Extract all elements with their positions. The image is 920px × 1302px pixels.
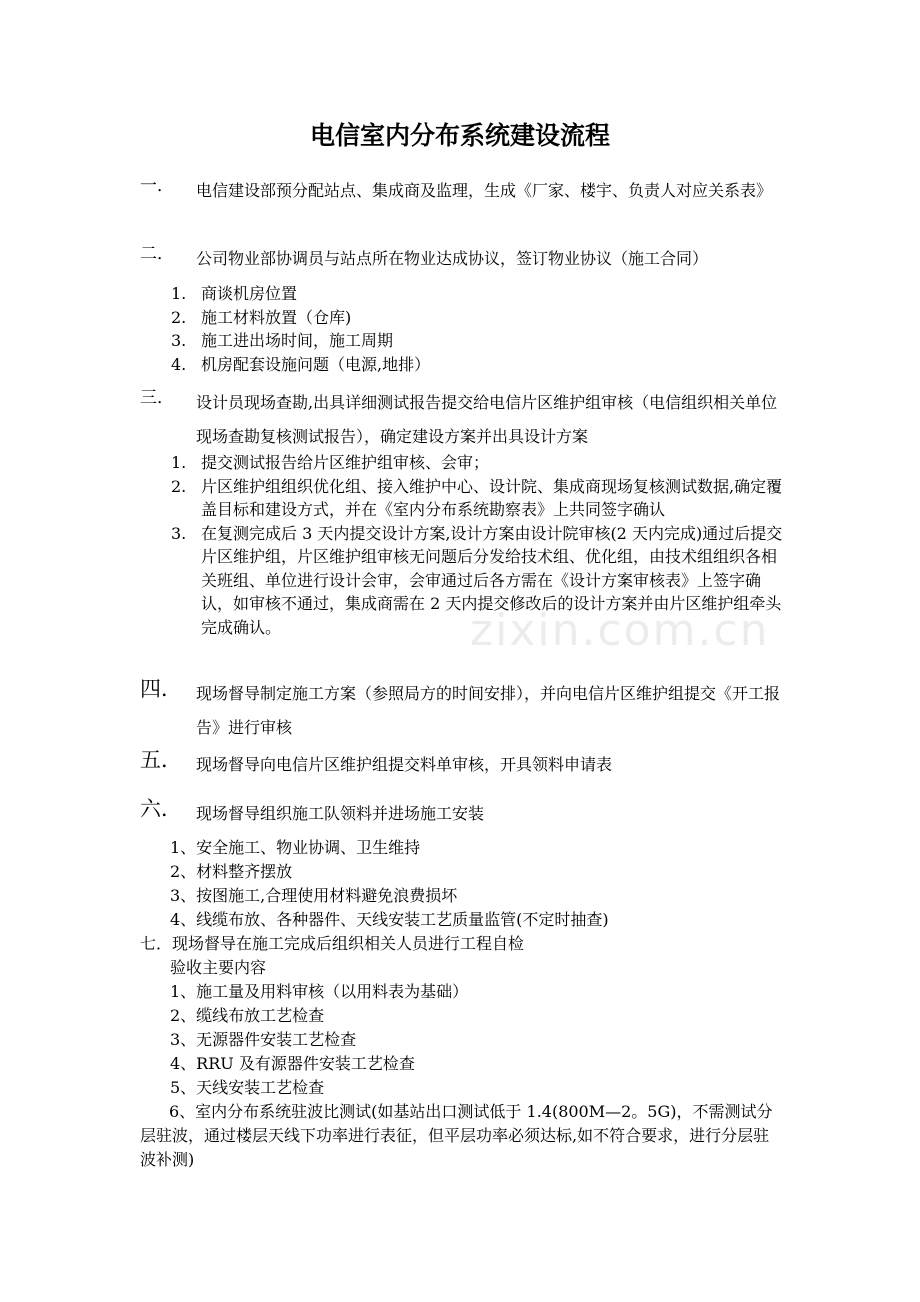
document-title: 电信室内分布系统建设流程 — [309, 121, 610, 150]
section-number: 二． — [140, 244, 174, 264]
list-item: 2、材料整齐摆放 — [170, 862, 293, 881]
list-item: 4、RRU 及有源器件安装工艺检查 — [170, 1054, 415, 1073]
subheading: 验收主要内容 — [170, 958, 267, 977]
list-item: 1. 提交测试报告给片区维护组审核、会审； — [171, 453, 490, 472]
watermark: zixin.com.cn — [470, 605, 770, 656]
section-2-list — [171, 282, 787, 376]
section-7 — [140, 932, 524, 956]
section-2 — [140, 242, 785, 276]
list-item: 4. 机房配套设施问题（电源,地排） — [171, 354, 431, 374]
list-item: 2、缆线布放工艺检查 — [170, 1006, 325, 1025]
list-item: 2. 施工材料放置（仓库) — [171, 307, 352, 327]
section-number: 七． — [140, 934, 173, 953]
section-number: 六． — [140, 797, 182, 821]
list-item: 1、安全施工、物业协调、卫生维持 — [170, 838, 421, 857]
section-4 — [140, 677, 785, 745]
section-number: 三． — [140, 388, 174, 408]
list-item: 3. 施工进出场时间，施工周期 — [171, 331, 394, 350]
section-text: 电信建设部预分配站点、集成商及监理，生成《厂家、楼宇、负责人对应关系表》 — [196, 181, 773, 200]
section-text: 现场督导在施工完成后组织相关人员进行工程自检 — [172, 934, 525, 953]
list-item: 3、按图施工,合理使用材料避免浪费损坏 — [170, 886, 458, 905]
section-3-list — [171, 451, 787, 639]
section-text: 现场督导向电信片区维护组提交料单审核，开具领料申请表 — [196, 755, 613, 774]
section-3 — [140, 386, 785, 454]
list-item: 1、施工量及用料审核（以用料表为基础） — [170, 982, 469, 1001]
section-text: 设计员现场查勘,出具详细测试报告提交给电信片区维护组审核（电信组织相关单位现场查勘复核测试报告），确定建设方案并出具设计方案 — [196, 393, 778, 446]
list-item: 4、线缆布放、各种器件、天线安装工艺质量监管(不定时抽查) — [170, 910, 609, 929]
closing-paragraph: 6、室内分布系统驻波比测试(如基站出口测试低于 1.4(800M—2。5G)，不需测试分层驻波，通过楼层天线下功率进行表征，但平层功率必须达标,如不符合要求，进行分层驻波补测) — [140, 1102, 773, 1169]
section-text: 现场督导制定施工方案（参照局方的时间安排），并向电信片区维护组提交《开工报告》进行审核 — [196, 684, 781, 737]
section-text: 公司物业部协调员与站点所在物业达成协议，签订物业协议（施工合同） — [196, 249, 709, 268]
section-text: 现场督导组织施工队领料并进场施工安装 — [196, 804, 485, 823]
section-number: 一． — [140, 176, 174, 196]
list-item: 2. 片区维护组组织优化组、接入维护中心、设计院、集成商现场复核测试数据,确定覆盖目标和建设方式，并在《室内分布系统勘察表》上共同签字确认 — [171, 476, 783, 519]
list-item: 1. 商谈机房位置 — [171, 284, 298, 303]
list-item: 3、无源器件安装工艺检查 — [170, 1030, 357, 1049]
list-item: 3. 在复测完成后 3 天内提交设计方案,设计方案由设计院审核(2 天内完成)通过后提交片区维护组，片区维护组审核无问题后分发给技术组、优化组，由技术组组织各相关班组、单位进行设计会审，会审通过后各方需在《设计方案审核表》上签字确认，如审核不通过，集成商需在 2 天内提交修改后的设计方案并由片区维护组牵头完成确认。 — [171, 523, 783, 637]
section-number: 五． — [140, 748, 182, 772]
section-number: 四． — [140, 677, 182, 701]
list-item: 5、天线安装工艺检查 — [170, 1078, 325, 1097]
section-6 — [140, 797, 785, 831]
section-5 — [140, 748, 785, 782]
section-1 — [140, 174, 785, 208]
